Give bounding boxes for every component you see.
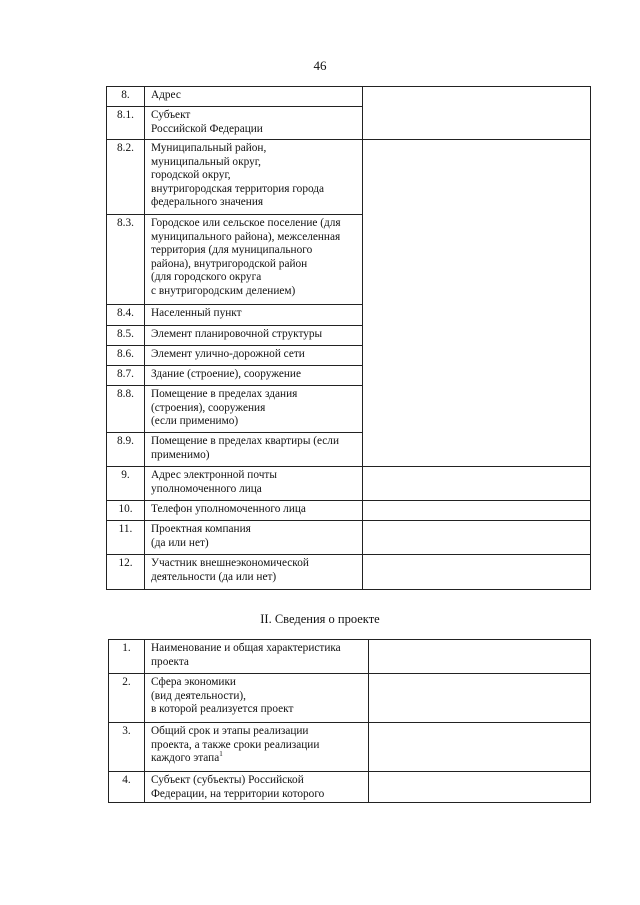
value-cell-project-name[interactable] (369, 640, 591, 674)
row-number: 12. (107, 555, 145, 590)
table-row (107, 87, 591, 107)
row-number: 8. (107, 87, 145, 107)
row-number: 8.6. (107, 346, 145, 366)
row-number: 8.9. (107, 433, 145, 467)
row-label: Элемент улично-дорожной сети (145, 346, 363, 366)
table-row (107, 501, 591, 521)
row-label: Субъект Российской Федерации (145, 107, 363, 140)
table-row (109, 640, 591, 674)
table-row (107, 140, 591, 215)
row-label: Адрес (145, 87, 363, 107)
row-label: Участник внешнеэкономической деятельности (да или нет) (145, 555, 363, 590)
row-number: 9. (107, 467, 145, 501)
row-label: Телефон уполномоченного лица (145, 501, 363, 521)
row-number: 2. (109, 674, 145, 723)
project-info-table (108, 639, 591, 803)
row-label: Адрес электронной почты уполномоченного лица (145, 467, 363, 501)
value-cell-region[interactable] (369, 772, 591, 803)
table-row (109, 674, 591, 723)
row-label: Проектная компания (да или нет) (145, 521, 363, 555)
row-number: 8.5. (107, 326, 145, 346)
row-number: 8.8. (107, 386, 145, 433)
table-row (107, 555, 591, 590)
table-row (107, 521, 591, 555)
value-cell-phone[interactable] (363, 501, 591, 521)
row-label: Помещение в пределах здания (строения), сооружения (если применимо) (145, 386, 363, 433)
value-cell-email[interactable] (363, 467, 591, 501)
value-cell-address[interactable] (363, 87, 591, 140)
row-number: 4. (109, 772, 145, 803)
row-number: 8.4. (107, 305, 145, 326)
row-label: Населенный пункт (145, 305, 363, 326)
table-row (107, 467, 591, 501)
row-number: 8.2. (107, 140, 145, 215)
value-cell-economy-sector[interactable] (369, 674, 591, 723)
row-number: 10. (107, 501, 145, 521)
table-row (109, 723, 591, 772)
row-number: 1. (109, 640, 145, 674)
row-label-text: Общий срок и этапы реализации проекта, а также сроки реализации каждого этапа (151, 725, 320, 764)
row-number: 8.7. (107, 366, 145, 386)
section-heading: II. Сведения о проекте (260, 612, 380, 626)
row-number: 8.3. (107, 215, 145, 305)
row-number: 3. (109, 723, 145, 772)
row-label: Элемент планировочной структуры (145, 326, 363, 346)
row-label: Субъект (субъекты) Российской Федерации, на территории которого (145, 772, 369, 803)
value-cell-foreign-trade[interactable] (363, 555, 591, 590)
row-label: Здание (строение), сооружение (145, 366, 363, 386)
page-number: 46 (313, 58, 327, 73)
row-number: 11. (107, 521, 145, 555)
footnote-marker: 1 (219, 750, 223, 759)
value-cell-project-company[interactable] (363, 521, 591, 555)
value-cell-address-details[interactable] (363, 140, 591, 467)
row-label: Муниципальный район, муниципальный округ, городской округ, внутригородская территория города федерального значения (145, 140, 363, 215)
applicant-address-table (106, 86, 591, 590)
row-label: Помещение в пределах квартиры (если применимо) (145, 433, 363, 467)
row-number: 8.1. (107, 107, 145, 140)
table-row (109, 772, 591, 803)
row-label: Сфера экономики (вид деятельности), в которой реализуется проект (145, 674, 369, 723)
row-label: Городское или сельское поселение (для муниципального района), межселенная территория (для муниципального района), внутригородской район (для городского округа с внутригородским делением) (145, 215, 363, 305)
row-label: Наименование и общая характеристика проекта (145, 640, 369, 674)
row-label (145, 723, 369, 772)
value-cell-project-timeline[interactable] (369, 723, 591, 772)
